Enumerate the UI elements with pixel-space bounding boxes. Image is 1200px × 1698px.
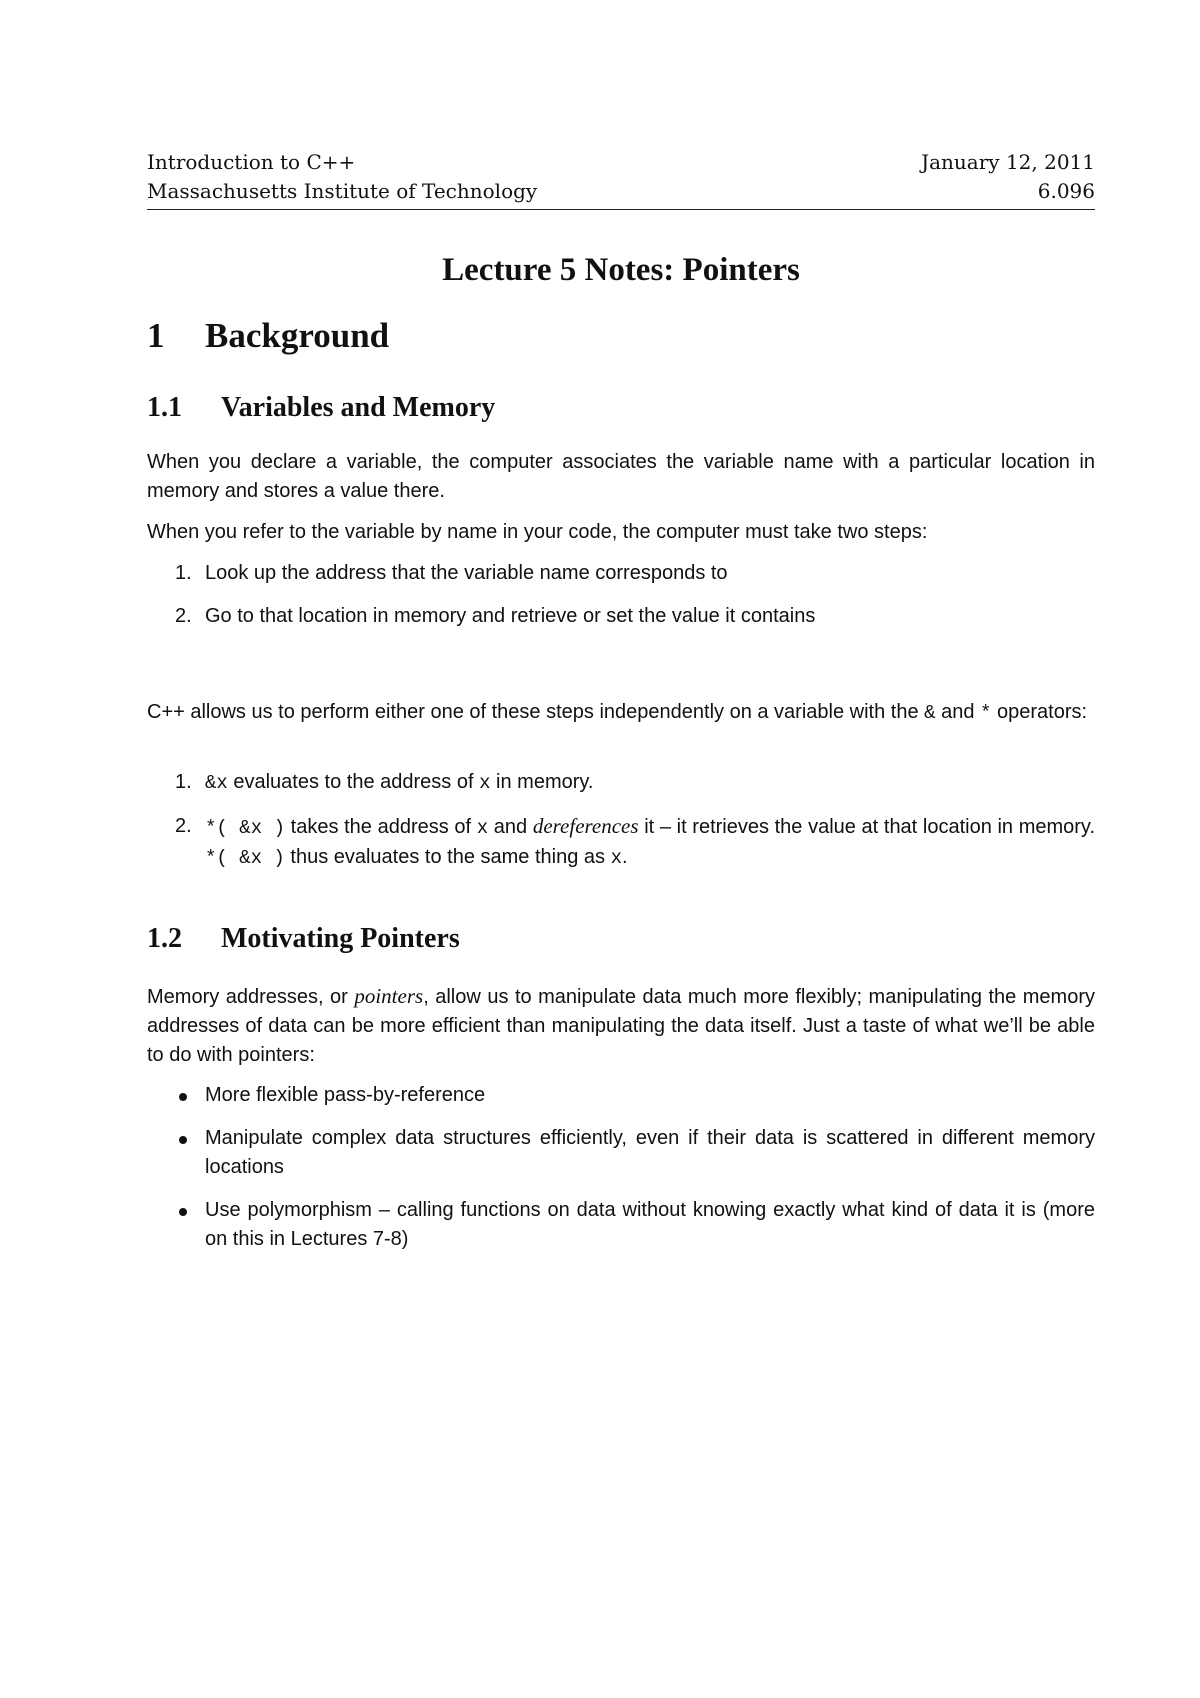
list-item-text: More flexible pass-by-reference xyxy=(205,1084,486,1106)
inline-code: *( &x ) xyxy=(205,817,286,839)
paragraph-declare-variable: When you declare a variable, the computer associates the variable name with a particular location in memory and stores a value there. xyxy=(147,451,1095,502)
section-heading-background xyxy=(147,316,389,356)
course-name: Introduction to C++ xyxy=(147,150,356,174)
inline-code: x xyxy=(476,817,489,839)
header-row-2 xyxy=(147,177,1095,206)
code-ampersand: & xyxy=(924,702,936,724)
institution-name: Massachusetts Institute of Technology xyxy=(147,179,538,203)
paragraph-operators xyxy=(147,698,1095,728)
subsection-number: 1.2 xyxy=(147,923,182,954)
list-marker: 1. xyxy=(175,771,192,793)
emphasis-dereferences: dereferences xyxy=(532,814,639,838)
inline-code: *( &x ) xyxy=(205,847,285,869)
text-run: , allow us to manipulate data much more flexibly; manipulating the memory addresses of data can be more efficient than manipulating the data itself. Just a taste of what we’ll be able to do with pointers: xyxy=(147,986,1095,1066)
paragraph-refer-by-name: When you refer to the variable by name in your code, the computer must take two steps: xyxy=(147,521,928,543)
page-title: Lecture 5 Notes: Pointers xyxy=(442,252,800,288)
section-number: 1 xyxy=(147,316,165,355)
list-item xyxy=(175,1196,1095,1254)
text-run: in memory. xyxy=(490,771,594,793)
text-run: takes the address of xyxy=(285,816,477,838)
text-run: thus evaluates to the same thing as xyxy=(284,846,611,868)
list-marker: 2. xyxy=(175,605,192,627)
header-divider xyxy=(147,209,1095,210)
list-item xyxy=(175,559,1095,588)
list-item-text: Go to that location in memory and retrieve or set the value it contains xyxy=(205,605,816,627)
text-run: and xyxy=(488,816,533,838)
code-asterisk: * xyxy=(980,702,992,724)
list-item xyxy=(175,1124,1095,1182)
emphasis-pointers: pointers xyxy=(354,984,424,1008)
subsection-number: 1.1 xyxy=(147,392,182,423)
steps-list xyxy=(175,559,1095,645)
inline-code: x xyxy=(610,847,622,869)
paragraph-memory-addresses xyxy=(147,982,1095,1070)
inline-code: &x xyxy=(205,772,228,794)
text-run: C++ allows us to perform either one of these steps independently on a variable with the xyxy=(147,701,925,723)
subsection-heading-variables-memory xyxy=(147,391,495,425)
list-marker: 1. xyxy=(175,562,192,584)
bullet-icon xyxy=(179,1093,187,1101)
page-header xyxy=(147,148,1095,206)
text-run: and xyxy=(935,701,981,723)
list-item-text: Manipulate complex data structures efficiently, even if their data is scattered in different memory locations xyxy=(205,1127,1095,1178)
bullet-icon xyxy=(179,1208,187,1216)
text-run: . xyxy=(622,846,628,868)
pointer-benefits-list xyxy=(175,1081,1095,1268)
header-row-1 xyxy=(147,148,1095,177)
list-item xyxy=(175,768,1095,798)
list-marker: 2. xyxy=(175,815,192,837)
list-item xyxy=(175,602,1095,631)
list-item xyxy=(175,812,1095,873)
course-number: 6.096 xyxy=(1037,179,1095,203)
inline-code: x xyxy=(479,772,491,794)
list-item-text: Use polymorphism – calling functions on data without knowing exactly what kind of data it is (more on this in Lectures 7-8) xyxy=(205,1199,1095,1250)
text-run: it – it retrieves the value at that location in memory. xyxy=(638,816,1096,838)
text-run: Memory addresses, or xyxy=(147,986,355,1008)
text-run: evaluates to the address of xyxy=(227,771,480,793)
subsection-title: Variables and Memory xyxy=(221,392,496,423)
bullet-icon xyxy=(179,1136,187,1144)
subsection-heading-motivating-pointers xyxy=(147,922,460,956)
list-item-text: Look up the address that the variable name corresponds to xyxy=(205,562,728,584)
subsection-title: Motivating Pointers xyxy=(221,923,460,954)
list-item xyxy=(175,1081,1095,1110)
section-title: Background xyxy=(205,316,390,355)
lecture-date: January 12, 2011 xyxy=(921,150,1095,174)
text-run: operators: xyxy=(991,701,1088,723)
operators-list xyxy=(175,768,1095,887)
